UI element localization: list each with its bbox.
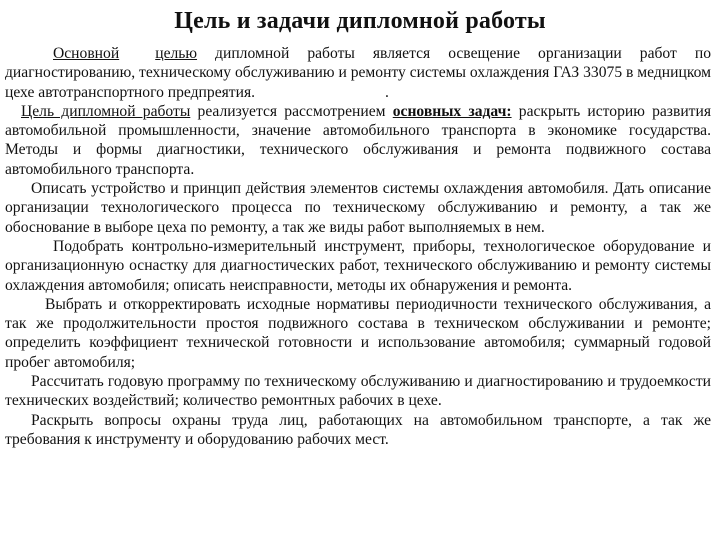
tasks-middle: реализуется рассмотрением	[190, 102, 393, 120]
goal-tail: .	[385, 83, 389, 101]
paragraph-norms: Выбрать и откорректировать исходные нормативы периодичности технического обслуживания, а так же продолжительности простоя подвижного состава в техническом обслуживании и ремонте; определить коэффициент технической готовности и использование автомобиля; суммарный годовой пробег автомобиля;	[5, 295, 711, 371]
paragraph-select-tools: Подобрать контрольно-измерительный инструмент, приборы, технологическое оборудование и организационную оснастку для диагностических работ, технического обслуживанию и ремонту системы охлаждения автомобиля; описать неисправности, методы их обнаружения и ремонта.	[5, 237, 711, 294]
paragraph-tasks-intro	[5, 102, 711, 179]
paragraph-calc: Рассчитать годовую программу по техническому обслуживанию и диагностированию и трудоемкости технических воздействий; количество ремонтных рабочих в цехе.	[5, 373, 711, 410]
goal-lead-word-2: целью	[155, 45, 198, 62]
paragraph-safety: Раскрыть вопросы охраны труда лиц, работающих на автомобильном транспорте, а так же требования к инструменту и оборудованию рабочих мест.	[5, 411, 711, 448]
tasks-emphasis: основных задач:	[392, 102, 512, 120]
tasks-text: раскрыть историю развития автомобильной промышленности, значение автомобильного транспорта в экономике государства. Методы и формы диагностики, технического обслуживания и ремонта подвижного состава автомобильного транспорта.	[5, 102, 712, 178]
page-title: Цель и задачи дипломной работы	[174, 8, 546, 34]
goal-text: дипломной работы является освещение организации работ по диагностированию, техническому обслуживанию и ремонту системы охлаждения ГАЗ 33075 в медницком цехе автотранспортного предпреятия.	[5, 45, 711, 101]
tasks-lead: Цель дипломной работы	[21, 102, 191, 120]
paragraph-goal	[5, 44, 711, 102]
document-body	[5, 44, 711, 449]
paragraph-describe: Описать устройство и принцип действия элементов системы охлаждения автомобиля. Дать описание организации технологического процесса по техническому обслуживанию и ремонту, а так же обоснование в выборе цеха по ремонту, а так же виды работ выполняемых в нем.	[5, 180, 711, 236]
goal-lead-word: Основной	[53, 45, 120, 62]
